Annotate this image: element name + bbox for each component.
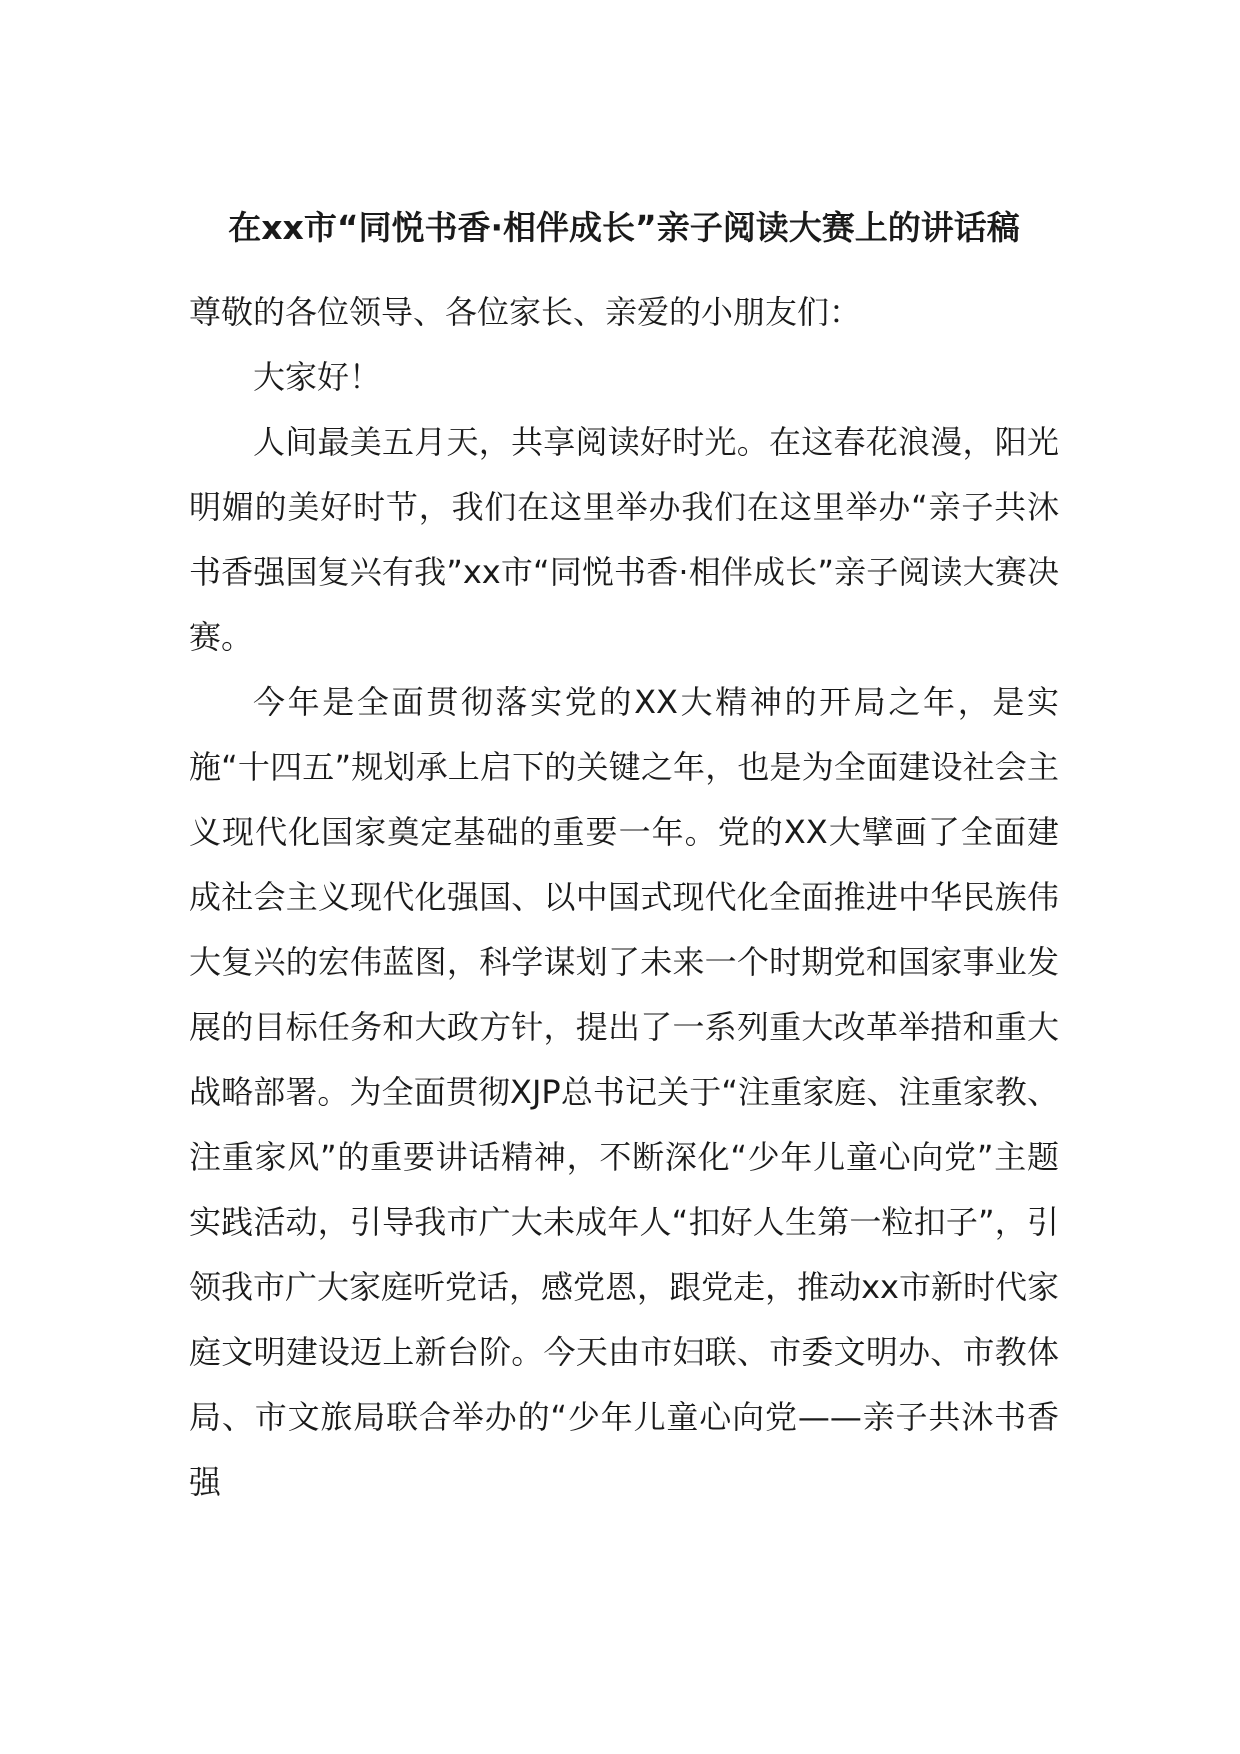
document-title: 在xx市“同悦书香·相伴成长”亲子阅读大赛上的讲话稿 [228, 208, 1020, 247]
paragraph-opening: 人间最美五月天，共享阅读好时光。在这春花浪漫，阳光明媚的美好时节，我们在这里举办我们在这里举办“亲子共沐书香强国复兴有我”xx市“同悦书香·相伴成长”亲子阅读大赛决赛。 [189, 423, 1059, 656]
salutation: 尊敬的各位领导、各位家长、亲爱的小朋友们： [189, 293, 862, 331]
paragraph-background: 今年是全面贯彻落实党的XX大精神的开局之年，是实施“十四五”规划承上启下的关键之年，也是为全面建设社会主义现代化国家奠定基础的重要一年。党的XX大擘画了全面建成社会主义现代化强国、以中国式现代化全面推进中华民族伟大复兴的宏伟蓝图，科学谋划了未来一个时期党和国家事业发展的目标任务和大政方针，提出了一系列重大改革举措和重大战略部署。为全面贯彻XJP总书记关于“注重家庭、注重家教、注重家风”的重要讲话精神，不断深化“少年儿童心向党”主题实践活动，引导我市广大未成年人“扣好人生第一粒扣子”，引领我市广大家庭听党话，感党恩，跟党走，推动xx市新时代家庭文明建设迈上新台阶。今天由市妇联、市委文明办、市教体局、市文旅局联合举办的“少年儿童心向党——亲子共沐书香强 [189, 683, 1059, 1501]
document-body [189, 200, 1059, 1515]
paragraph-greeting: 大家好！ [253, 358, 382, 396]
